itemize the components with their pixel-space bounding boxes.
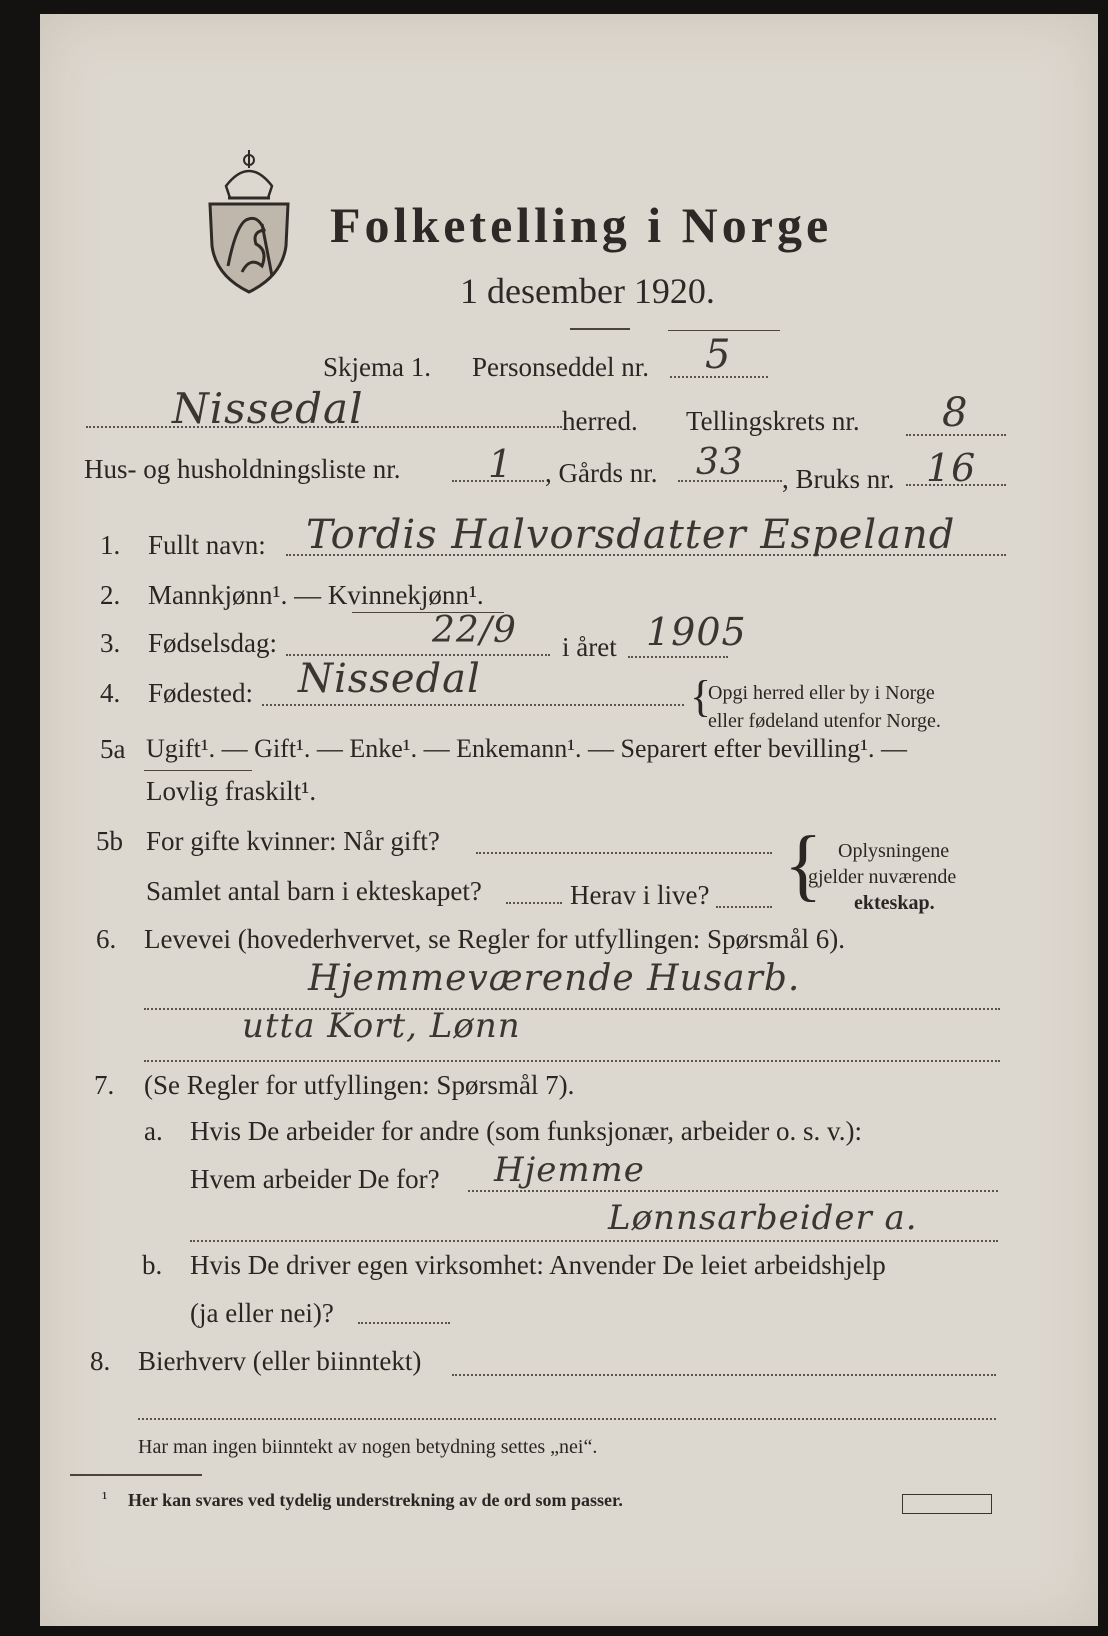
q3-number: 3. (100, 628, 121, 658)
q4-brace: { (690, 672, 712, 721)
form-date: 1 desember 1920. (460, 271, 715, 311)
q7-label: (Se Regler for utfyllingen: Spørsmål 7). (144, 1070, 575, 1100)
title-divider-handwritten (668, 330, 780, 331)
q7a-line-2 (190, 1240, 998, 1242)
q7a-value-1[interactable]: Hjemme (494, 1150, 645, 1190)
census-form (40, 14, 1098, 1626)
skjema-label: Skjema 1. (323, 352, 431, 382)
q2-number: 2. (100, 580, 121, 610)
footnote-text: Her kan svares ved tydelig understrekning av de ord som passer. (128, 1490, 623, 1510)
q7b-label-2: (ja eller nei)? (190, 1298, 334, 1328)
q4-note-2: eller fødeland utenfor Norge. (708, 710, 941, 732)
q7-number: 7. (94, 1070, 115, 1100)
herred-label: herred. (562, 406, 638, 436)
tellingskrets-value[interactable]: 8 (942, 390, 969, 436)
q8-number: 8. (90, 1346, 111, 1376)
q7a-label-1: Hvis De arbeider for andre (som funksjonær, arbeider o. s. v.): (190, 1116, 862, 1146)
q5b-note-3: ekteskap. (854, 892, 935, 914)
q4-value[interactable]: Nissedal (298, 656, 481, 702)
q5b-label-1: For gifte kvinner: Når gift? (146, 826, 440, 856)
q2-label: Mannkjønn¹. — Kvinnekjønn¹. (148, 580, 484, 610)
q5b-children-line (506, 902, 562, 904)
q8-line-1 (452, 1374, 996, 1376)
q5b-number: 5b (96, 826, 123, 856)
q3-value[interactable]: 22/9 (432, 610, 517, 651)
tellingskrets-label: Tellingskrets nr. (686, 406, 860, 436)
q3-label: Fødselsdag: (148, 628, 278, 658)
q5b-note-2: gjelder nuværende (808, 866, 957, 888)
q4-note-1: Opgi herred eller by i Norge (708, 682, 935, 704)
gards-label: , Gårds nr. (545, 458, 658, 488)
q7a-label-2: Hvem arbeider De for? (190, 1164, 440, 1194)
q7b-label-1: Hvis De driver egen virksomhet: Anvender De leiet arbeidshjelp (190, 1250, 886, 1280)
q5b-married-line (476, 852, 772, 854)
q5b-note-1: Oplysningene (838, 840, 950, 862)
q7a-letter: a. (144, 1116, 163, 1146)
personseddel-label: Personseddel nr. (472, 352, 649, 382)
q6-number: 6. (96, 924, 117, 954)
q6-label: Levevei (hovederhvervet, se Regler for utfyllingen: Spørsmål 6). (144, 924, 846, 954)
herred-value[interactable]: Nissedal (172, 384, 364, 433)
printer-stamp (902, 1494, 992, 1514)
q6-line-2 (144, 1060, 1000, 1062)
footnote-mark: ¹ (102, 1488, 108, 1508)
gards-value[interactable]: 33 (696, 442, 744, 483)
q3-year-line (628, 656, 728, 658)
q3-year-value[interactable]: 1905 (646, 610, 747, 654)
q4-number: 4. (100, 678, 121, 708)
coat-of-arms-emblem (206, 146, 292, 296)
husliste-label: Hus- og husholdningsliste nr. (84, 454, 401, 484)
q6-value-1[interactable]: Hjemmeværende Husarb. (308, 958, 801, 999)
q7a-value-2[interactable]: Lønnsarbeider a. (608, 1198, 918, 1238)
q4-label: Fødested: (148, 678, 253, 708)
q1-number: 1. (100, 530, 121, 560)
bruks-label: , Bruks nr. (782, 464, 895, 494)
q1-value[interactable]: Tordis Halvorsdatter Espeland (306, 512, 956, 558)
q5b-label-3: Herav i live? (570, 880, 710, 910)
q5b-brace: { (784, 821, 823, 909)
q4-line (262, 704, 684, 706)
title-divider (570, 328, 630, 330)
q5a-ugift-underline (144, 770, 252, 771)
personseddel-value[interactable]: 5 (705, 332, 732, 378)
bruks-value[interactable]: 16 (926, 446, 977, 490)
q7b-letter: b. (142, 1250, 163, 1280)
q5a-label: Ugift¹. — Gift¹. — Enke¹. — Enkemann¹. — Separert efter bevilling¹. — (146, 734, 908, 763)
q5b-alive-line (716, 906, 772, 908)
q6-value-2[interactable]: utta Kort, Lønn (242, 1006, 521, 1046)
q7b-line (358, 1322, 450, 1324)
husliste-value[interactable]: 1 (488, 442, 514, 486)
q7a-line-1 (468, 1190, 998, 1192)
q8-label: Bierhverv (eller biinntekt) (138, 1346, 422, 1376)
q5a-label-2: Lovlig fraskilt¹. (146, 776, 317, 806)
q8-line-2 (138, 1418, 996, 1420)
footnote-divider (70, 1474, 202, 1476)
q5b-label-2: Samlet antal barn i ekteskapet? (146, 876, 482, 906)
q1-label: Fullt navn: (148, 530, 266, 560)
q5a-number: 5a (100, 734, 126, 764)
q3-year-label: i året (562, 632, 617, 662)
form-title: Folketelling i Norge (330, 197, 833, 253)
q8-note: Har man ingen biinntekt av nogen betydning settes „nei“. (138, 1436, 598, 1458)
